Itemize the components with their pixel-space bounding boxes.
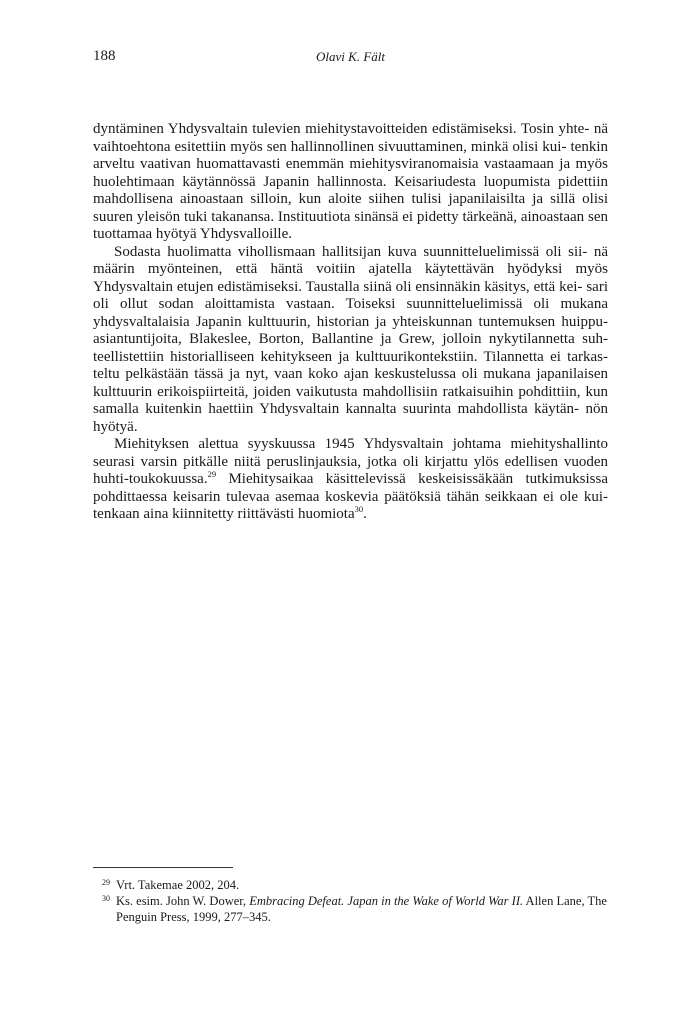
text-line: huhti-toukokuussa. bbox=[93, 471, 208, 487]
text-line: kulttuurin erikoispiirteitä, joiden vaikutusta mahdollisiin ratkaisuihin pohdittiin, bbox=[93, 383, 581, 400]
text-line: tenkin arveltu vaativan huomattavasti enemmän miehitysviranomaisia vastaamaan bbox=[93, 138, 608, 172]
body-text bbox=[93, 121, 608, 524]
text-line: sillä olisi suuren yleisön tuki takanansa. Instituutiota sinänsä ei pidetty tärkeänä, bbox=[93, 191, 609, 225]
footnote-number: 29 bbox=[102, 878, 110, 887]
text-line: . bbox=[363, 506, 367, 522]
text-line: nä vaihtoehtona esitettiin myös sen hallinnollinen sivuuttaminen, minkä olisi kui- bbox=[93, 121, 608, 155]
text-line: Yhdysvaltain etujen edistämiseksi. Taustalla siinä oli ensinnäkin käsitys, että kei- bbox=[93, 278, 583, 295]
text-line: nön hyötyä. bbox=[93, 401, 608, 435]
text-line: Miehityksen alettua syyskuussa 1945 Yhdysvaltain johtama miehityshallinto bbox=[114, 436, 608, 452]
text-line: Miehitysaikaa käsittelevissä keskeisissäkään tutkimuksissa bbox=[228, 471, 609, 487]
text-line: seurasi varsin pitkälle niitä peruslinjauksia, jotka oli kirjattu ylös edellisen vuoden bbox=[93, 453, 608, 470]
running-head: Olavi K. Fält bbox=[316, 49, 385, 64]
text-line: pidettiin mahdollisena ainoastaan silloin, kun aloite siihen tulisi japanilaisilta ja bbox=[93, 173, 609, 207]
footnote-book-title: Embracing Defeat. Japan in the Wake of World War II. bbox=[249, 894, 524, 908]
footnote-30 bbox=[93, 893, 608, 925]
page-header bbox=[93, 48, 608, 68]
footnote-text: Vrt. Takemae 2002, 204. bbox=[116, 878, 240, 892]
page-number: 188 bbox=[93, 48, 116, 64]
footnote-ref-30: 30 bbox=[354, 504, 364, 514]
text-line: ainoastaan sen tuottamaa hyötyä Yhdysvalloille. bbox=[93, 208, 609, 242]
text-line: tenkaan aina kiinnitetty riittävästi huomiota bbox=[93, 506, 355, 522]
text-line: dyntäminen Yhdysvaltain tulevien miehitystavoitteiden edistämiseksi. Tosin yhte- bbox=[93, 121, 590, 137]
footnote-divider bbox=[93, 867, 233, 868]
paragraph-1 bbox=[93, 121, 608, 244]
text-line: kun samalla kuitenkin haettiin Yhdysvaltain kannalta suurinta mahdollista käytän- bbox=[93, 383, 608, 417]
text-line: teltu pelkästään tässä ja nyt, vaan koko ajan keskustelussa oli mukana japanilaisen bbox=[93, 366, 608, 382]
text-line: Sodasta huolimatta vihollismaan hallitsijan kuva suunnitteluelimissä oli sii- bbox=[114, 243, 588, 260]
text-line: yhdysvaltalaisia Japanin kulttuurin, historian ja yhteiskunnan tuntemuksen huippu- bbox=[93, 313, 608, 330]
text-line: teellistettiin historialliseen kehitykseen ja kulttuurikontekstiin. Tilannetta ei tarkas- bbox=[93, 348, 608, 365]
footnote-text-post: Allen Lane, The Penguin Press, 1999, 277–345. bbox=[116, 894, 607, 924]
text-line: nä määrin myönteinen, että häntä voitiin ajatella käytettävän hyödyksi myös bbox=[93, 243, 608, 277]
text-line: pohdittaessa keisarin tulevaa asemaa koskevia päätöksiä tähän seikkaan ei ole kui- bbox=[93, 488, 608, 505]
paragraph-3 bbox=[93, 436, 608, 524]
footnote-ref-29: 29 bbox=[207, 469, 217, 479]
footnote-29 bbox=[93, 877, 608, 893]
text-line: sari oli ollut sodan aloittamista vastaan. Toiseksi suunnitteluelimissä oli mukana bbox=[93, 278, 608, 312]
footnotes bbox=[93, 877, 608, 925]
text-line: asiantuntijoita, Blakeslee, Borton, Ballantine ja Grew, jolloin nykytilannetta suh- bbox=[93, 331, 608, 347]
footnote-number: 30 bbox=[102, 894, 110, 903]
footnote-text-pre: Ks. esim. John W. Dower, bbox=[116, 894, 250, 908]
paragraph-2 bbox=[93, 244, 608, 437]
text-line: ja myös huolehtimaan käytännössä Japanin hallinnosta. Keisariudesta luopumista bbox=[93, 156, 609, 190]
